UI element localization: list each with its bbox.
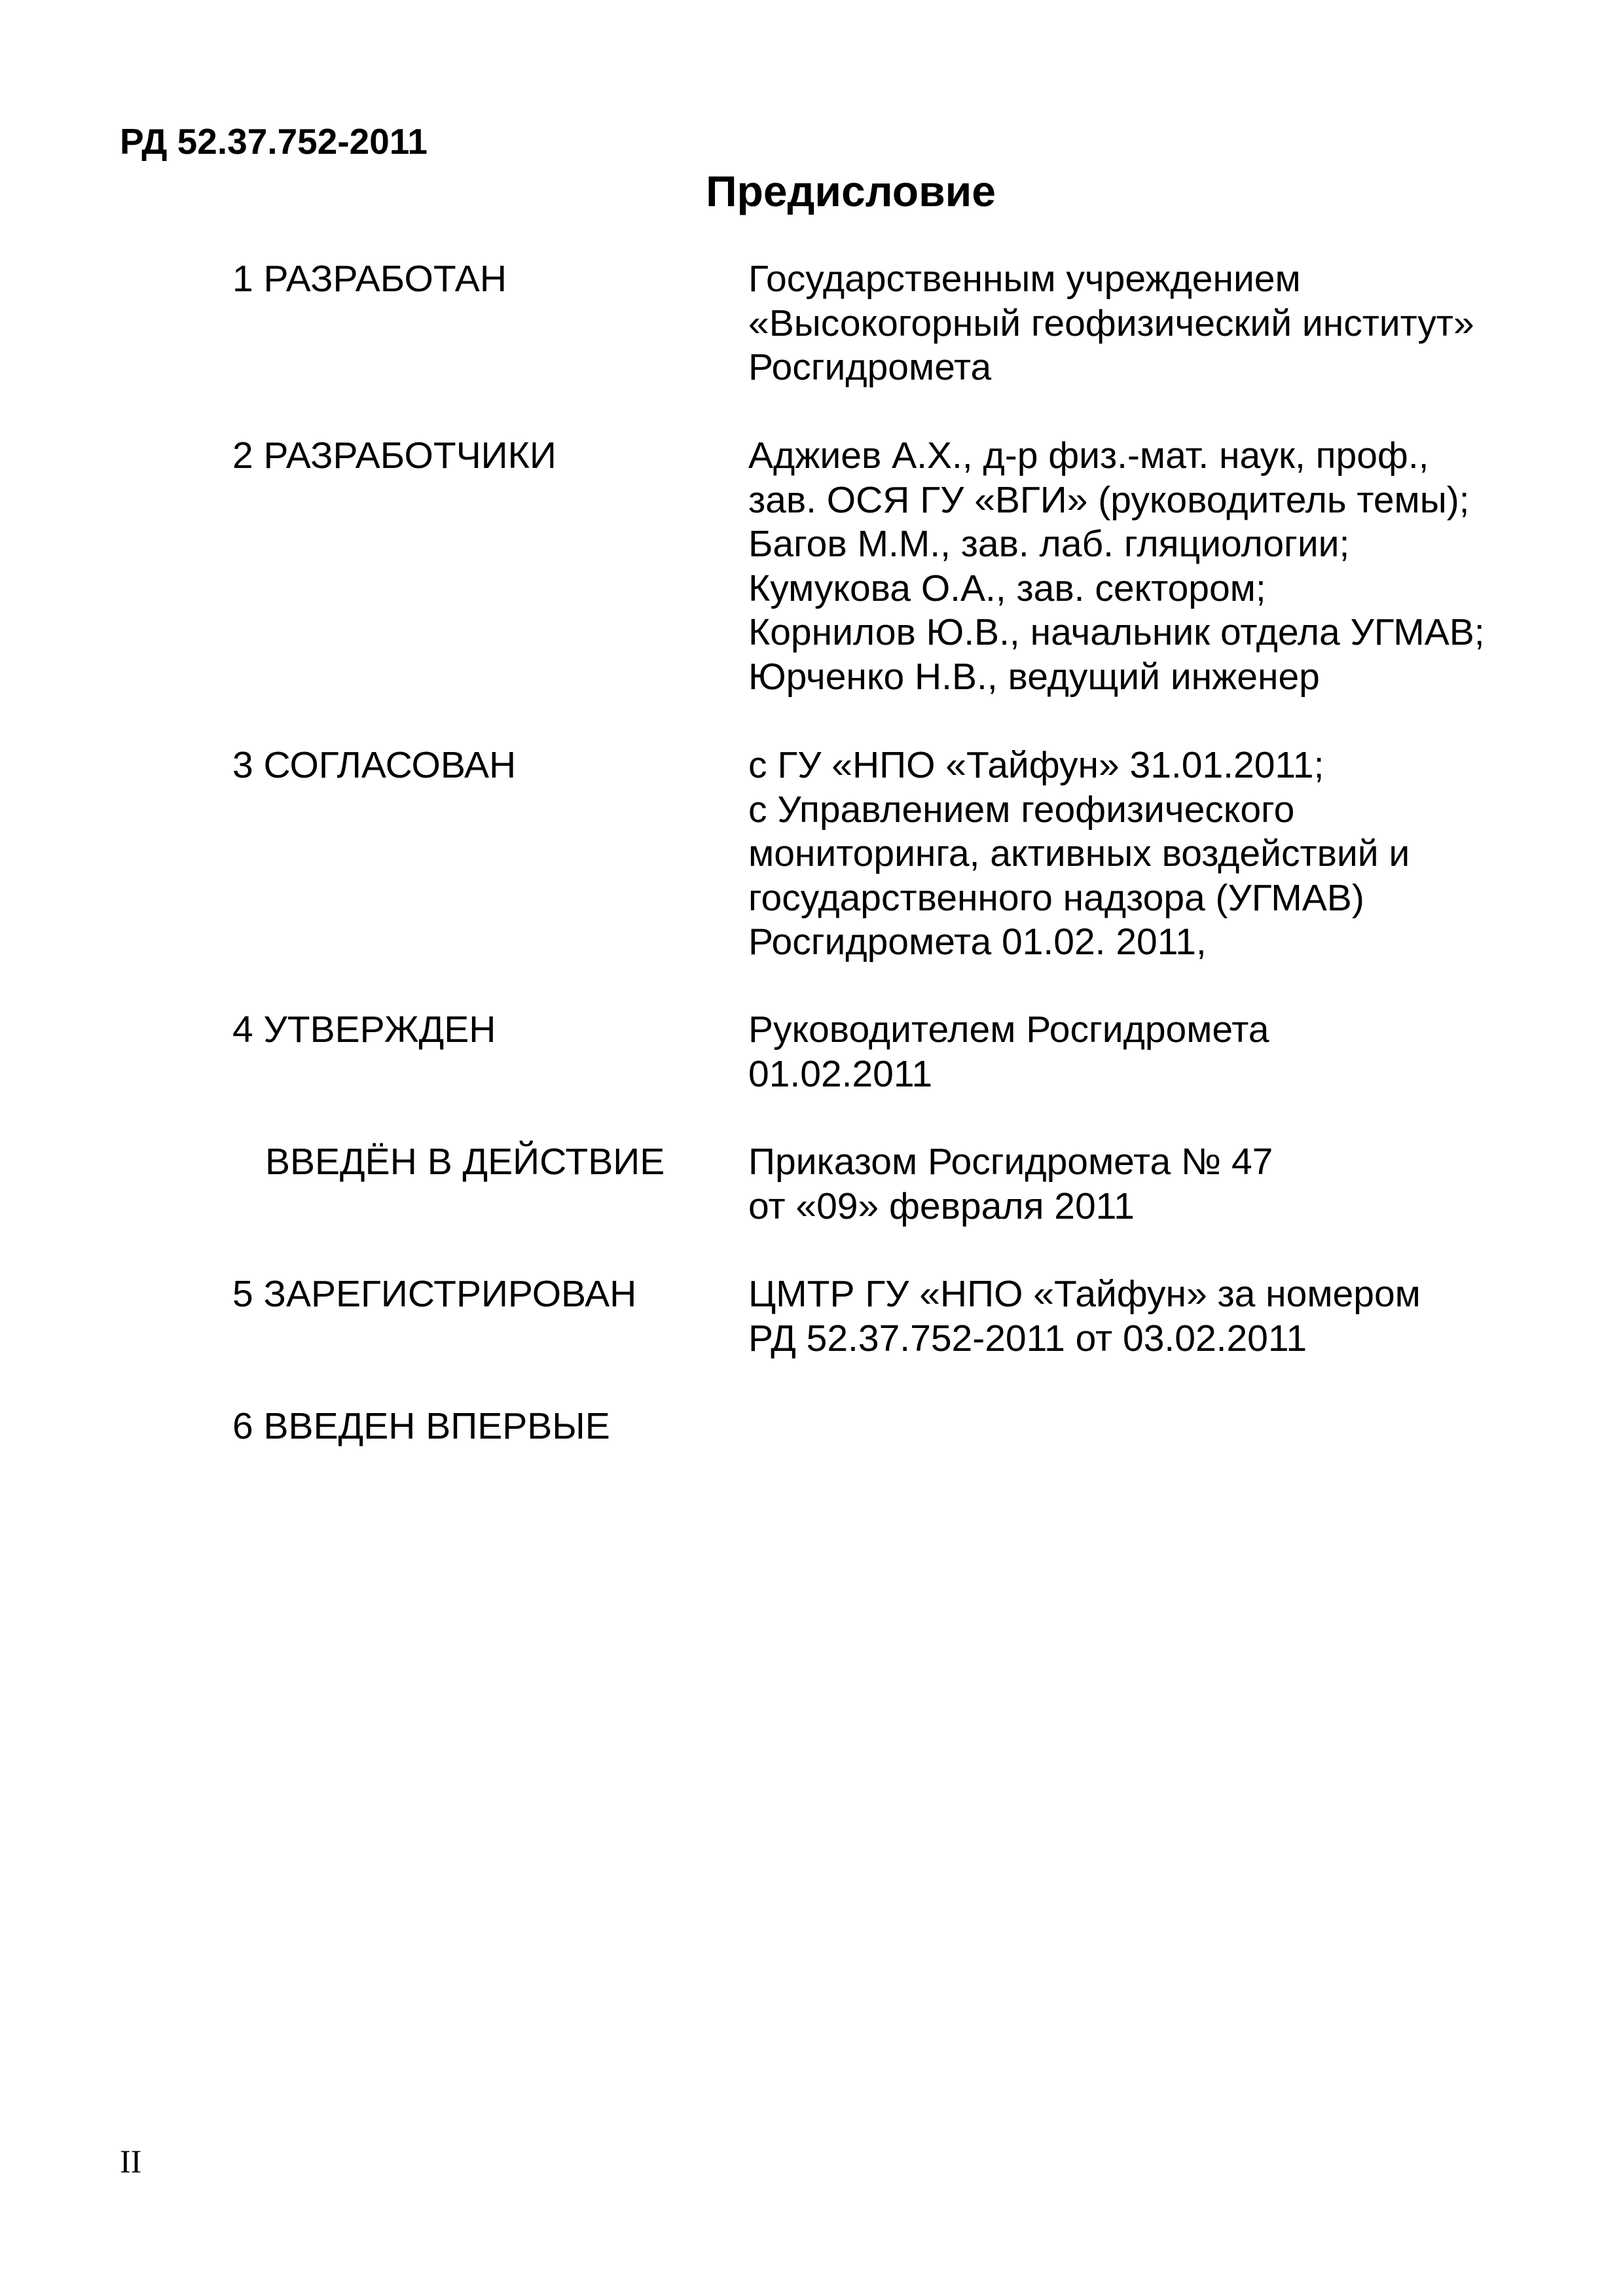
entry-line: с Управлением геофизического (748, 788, 1295, 831)
entry-label: 2 РАЗРАБОТЧИКИ (232, 435, 556, 476)
document-code: РД 52.37.752-2011 (120, 121, 428, 162)
page-number: II (120, 2143, 142, 2179)
entry-line: ЦМТР ГУ «НПО «Тайфун» за номером (748, 1273, 1421, 1315)
entry-line: «Высокогорный геофизический институт» (748, 302, 1474, 344)
entry-line: РД 52.37.752-2011 от 03.02.2011 (748, 1317, 1307, 1359)
entry-value (748, 257, 1567, 390)
entry-label: 4 УТВЕРЖДЕН (232, 1009, 496, 1050)
entry-value (748, 434, 1567, 699)
entry-value (748, 1140, 1567, 1229)
entry-line: Росгидромета (748, 346, 992, 388)
entry-label: 5 ЗАРЕГИСТРИРОВАН (232, 1273, 637, 1315)
page-title: Предисловие (706, 167, 996, 215)
entry-label: 6 ВВЕДЕН ВПЕРВЫЕ (232, 1405, 610, 1447)
entry-line: мониторинга, активных воздействий и (748, 833, 1410, 874)
entry-line: зав. ОСЯ ГУ «ВГИ» (руководитель темы); (748, 478, 1470, 521)
entry-value (748, 744, 1567, 965)
entry-line: с ГУ «НПО «Тайфун» 31.01.2011; (748, 744, 1324, 786)
entry-line: Корнилов Ю.В., начальник отдела УГМАВ; (748, 611, 1485, 653)
entry-line: Государственным учреждением (748, 258, 1301, 300)
entry-label: ВВЕДЁН В ДЕЙСТВИЕ (265, 1141, 665, 1183)
entry-line: Росгидромета 01.02. 2011, (748, 921, 1207, 963)
entry-line: Кумукова О.А., зав. сектором; (748, 567, 1266, 609)
entry-label: 1 РАЗРАБОТАН (232, 258, 507, 300)
entry-line: Руководителем Росгидромета (748, 1009, 1269, 1050)
entry-line: от «09» февраля 2011 (748, 1185, 1135, 1227)
entry-value (748, 1272, 1567, 1361)
entry-label: 3 СОГЛАСОВАН (232, 744, 517, 786)
entry-value (748, 1008, 1567, 1096)
entry-line: Аджиев А.Х., д-р физ.-мат. наук, проф., (748, 435, 1429, 476)
entry-line: 01.02.2011 (748, 1052, 933, 1095)
entry-line: государственного надзора (УГМАВ) (748, 876, 1364, 919)
entry-line: Юрченко Н.В., ведущий инженер (748, 655, 1320, 698)
entry-line: Багов М.М., зав. лаб. гляциологии; (748, 523, 1350, 565)
entry-line: Приказом Росгидромета № 47 (748, 1141, 1273, 1183)
